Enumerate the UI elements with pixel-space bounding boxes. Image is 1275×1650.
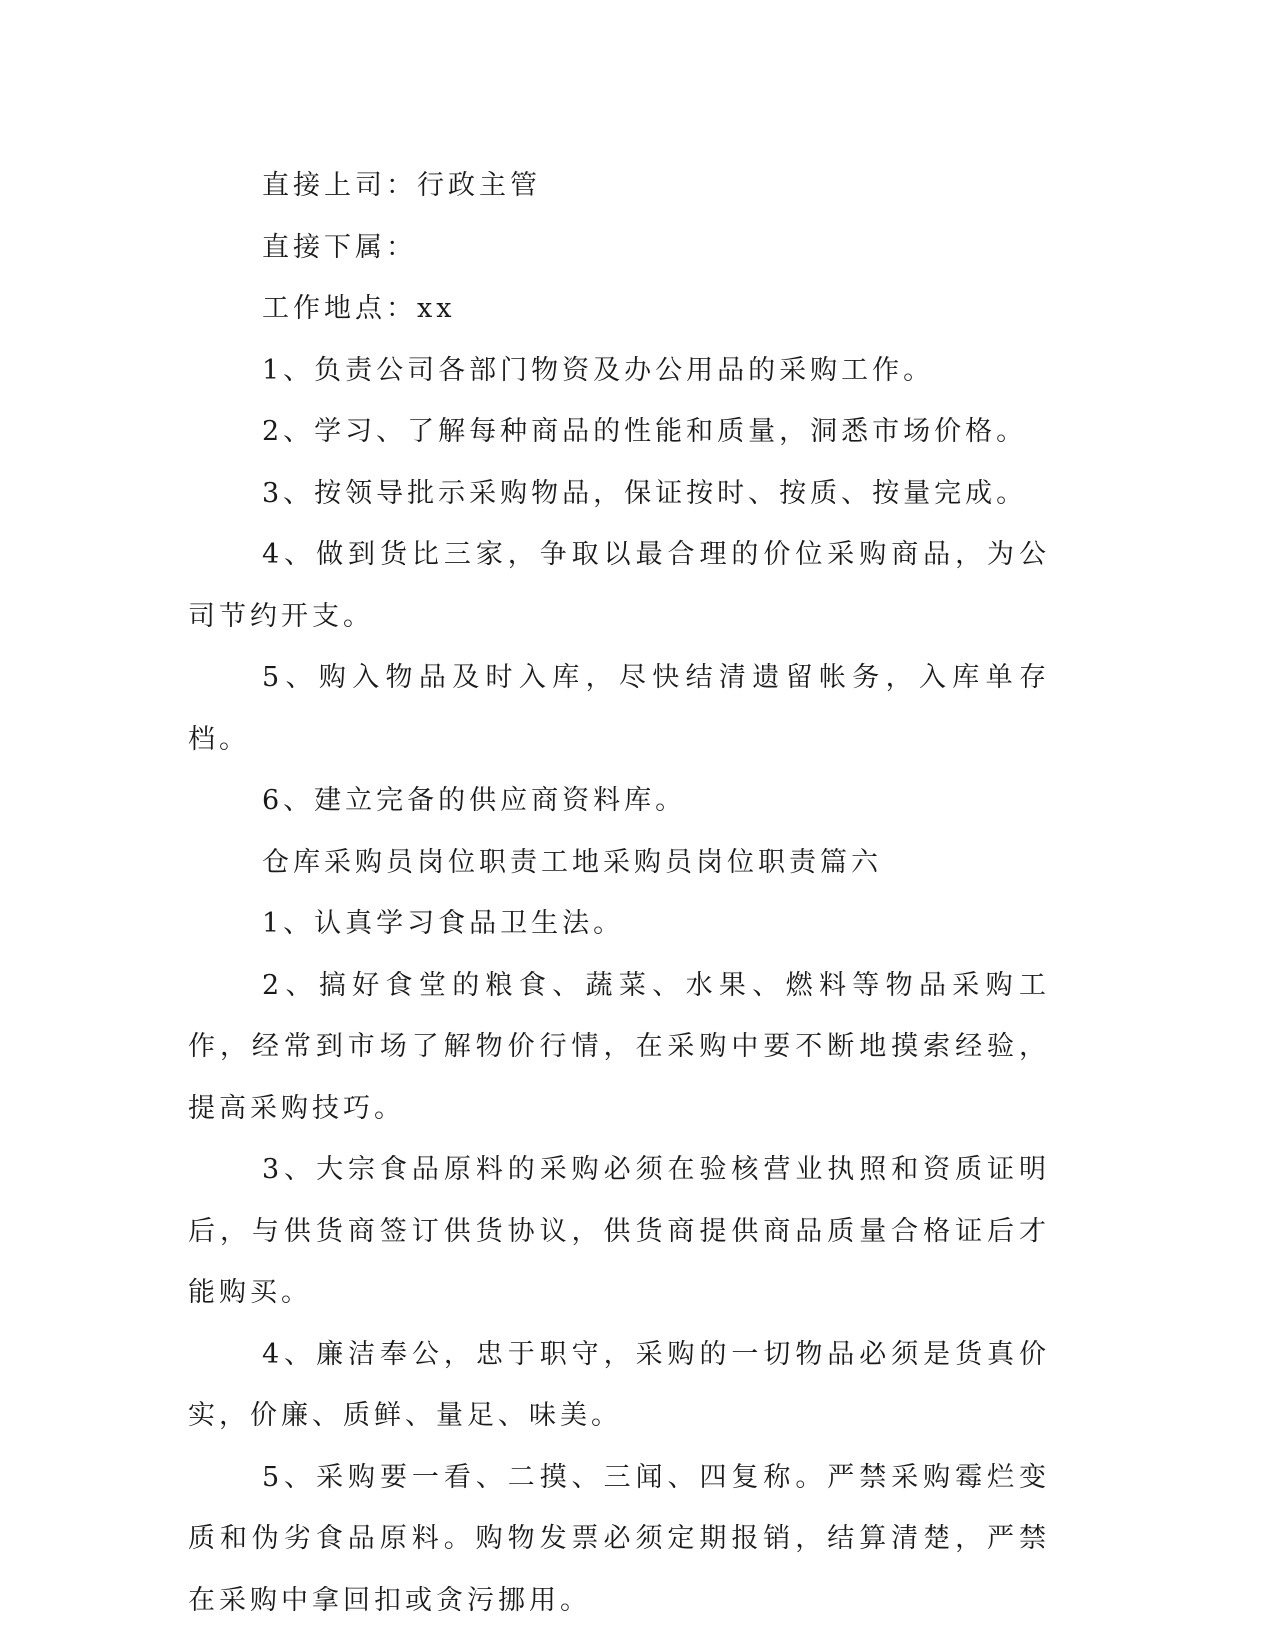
subordinate-line: 直接下属： xyxy=(262,231,417,263)
duty-item: 5、购入物品及时入库，尽快结清遗留帐务，入库单存档。 xyxy=(188,662,1050,755)
duty-item: 4、廉洁奉公，忠于职守，采购的一切物品必须是货真价实，价廉、质鲜、量足、味美。 xyxy=(188,1338,1050,1431)
duty-item: 1、认真学习食品卫生法。 xyxy=(262,908,625,939)
duty-item: 2、搞好食堂的粮食、蔬菜、水果、燃料等物品采购工作，经常到市场了解物价行情，在采购中要不断地摸索经验，提高采购技巧。 xyxy=(188,969,1050,1124)
supervisor-line: 直接上司：行政主管 xyxy=(262,170,541,201)
work-location-line: 工作地点：xx xyxy=(262,293,456,324)
document-page xyxy=(188,155,1050,1631)
duty-item: 6、建立完备的供应商资料库。 xyxy=(262,785,687,816)
section-heading: 仓库采购员岗位职责工地采购员岗位职责篇六 xyxy=(262,846,882,878)
duty-item: 4、做到货比三家，争取以最合理的价位采购商品，为公司节约开支。 xyxy=(188,539,1050,632)
duty-item: 3、大宗食品原料的采购必须在验核营业执照和资质证明后，与供货商签订供货协议，供货商提供商品质量合格证后才能购买。 xyxy=(188,1154,1050,1308)
duty-item: 2、学习、了解每种商品的性能和质量，洞悉市场价格。 xyxy=(262,416,1028,447)
duty-item: 3、按领导批示采购物品，保证按时、按质、按量完成。 xyxy=(262,477,1028,509)
duty-item: 1、负责公司各部门物资及办公用品的采购工作。 xyxy=(262,354,935,386)
duty-item: 5、采购要一看、二摸、三闻、四复称。严禁采购霉烂变质和伪劣食品原料。购物发票必须定期报销，结算清楚，严禁在采购中拿回扣或贪污挪用。 xyxy=(188,1461,1050,1616)
